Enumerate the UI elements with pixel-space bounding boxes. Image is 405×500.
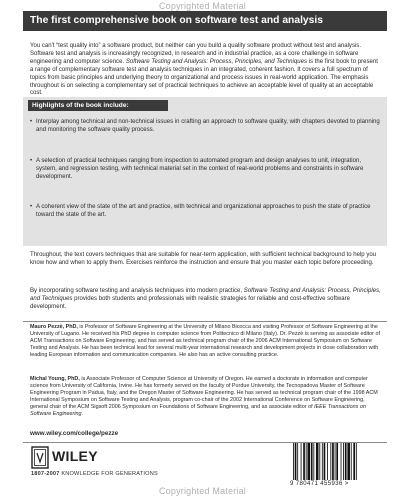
isbn-number: 9 780471 455936 > [290, 481, 349, 487]
author-name: Michal Young, PhD, [30, 376, 80, 382]
author-bio-text: is Professor of Software Engineering at the University of Milano Bicocca and visiting Professor of Software Engineering at the University of Lugano. He received his PhD degree in computer science from Politecnico di Milano (Italy). Dr. Pezzè is serving as associate editor of ACM Transactions on Software Engineering, and has served as technical program chair of the 2006 ACM International Symposium on Software Testing and Analysis. He has been technical lead for several multi-year international research and development projects in close collaboration with leading European information and communication companies. He also has an active consulting practice. [30, 324, 380, 358]
watermark-top: Copyrighted Material [158, 1, 247, 11]
watermark-bottom: Copyrighted Material [158, 486, 247, 496]
p3-text-a: By incorporating software testing and analysis techniques into modern practice, [30, 288, 244, 294]
intro-text-a: You can't “test quality into” a software product, but neither can you build a quality software product without test and analysis. Software test and analysis is increasingly recognized, in research and in industrial practice, as a core challenge in software engineering and computer science. [30, 43, 362, 65]
publisher-url[interactable]: www.wiley.com/college/pezze [30, 430, 119, 437]
tagline: KNOWLEDGE FOR GENERATIONS [59, 471, 158, 477]
strategies-paragraph [30, 288, 382, 312]
highlight-text: A selection of practical techniques ranging from inspection to automated program and design analyses to unit, integration, system, and regression testing, with technical material set in the context of real-world problems and constraints in software development. [36, 158, 364, 180]
wiley-logo-icon [31, 446, 49, 469]
page-title: The first comprehensive book on software test and analysis [23, 11, 387, 31]
highlight-text: Interplay among technical and non-technical issues in crafting an approach to software quality, with chapters devoted to planning and monitoring the software quality process. [36, 119, 380, 133]
intro-paragraph [30, 43, 382, 98]
book-title-ref: Software Testing and Analysis: Process, Principles, and Techniques [30, 288, 381, 302]
journal-name: IEEE Transactions on Software Engineering [30, 403, 366, 417]
book-title-ref: Software Testing and Analysis: Process, Principles, and Techniques [125, 58, 307, 65]
highlight-item [30, 204, 382, 220]
highlights-title: Highlights of the book include: [28, 100, 168, 111]
bullet-mark: • [30, 158, 33, 164]
author-bio-pezze [30, 324, 382, 359]
author-bio-young [30, 376, 382, 417]
publisher-tagline [31, 471, 158, 477]
bio-end: . [81, 410, 84, 417]
publisher-name: WILEY [52, 448, 98, 464]
intro-text-b: is the first book to present a range of complementary software test and analysis techniques in an integrated, coherent fashion. It covers a full spectrum of topics from basic principles and underlying theory to organizational and process issues in real-world application. The emphasis throughout is on selecting a complementary set of practical techniques to achieve an acceptable level of quality at an acceptable cost. [30, 58, 378, 97]
author-bio-text: is Associate Professor of Computer Science at University of Oregon. He earned a doctorate in information and computer science from University of California, Irvine. He has formerly served on the faculty of Purdue University, the Tecnopadova Master of Software Engineering Program in Padua, Italy, and the Oregon Master of Software Engineering. He has served as technical program chair of the 1998 ACM International Symposium on Software Testing and Analysis, program co-chair of the 2002 International Conference on Software Engineering, general chair of the ACM Sigsoft 2006 Symposium on Foundations of Software Engineering, and as associate editor of [30, 376, 378, 410]
highlight-item [30, 158, 382, 182]
highlights-box [23, 97, 387, 246]
practice-paragraph: Throughout, the text covers techniques that are suitable for near-term application, with sufficient technical background to help you know how and when to apply them. Exercises reinforce the instruction and ensure that you master each topic before proceeding. [30, 252, 377, 266]
bullet-mark: • [30, 204, 33, 210]
author-name: Mauro Pezzè, PhD, [30, 324, 78, 330]
bullet-mark: • [30, 119, 33, 125]
divider [23, 321, 387, 322]
highlight-item [30, 119, 382, 135]
years: 1807-2007 [31, 471, 60, 477]
barcode-icon [291, 443, 383, 481]
highlight-text: A coherent view of the state of the art and practice, with technical and organizational approaches to push the state of practice toward the state of the art. [36, 204, 371, 218]
p3-text-b: provides both students and professionals with realistic strategies for reliable and cost-effective software development. [30, 295, 351, 310]
